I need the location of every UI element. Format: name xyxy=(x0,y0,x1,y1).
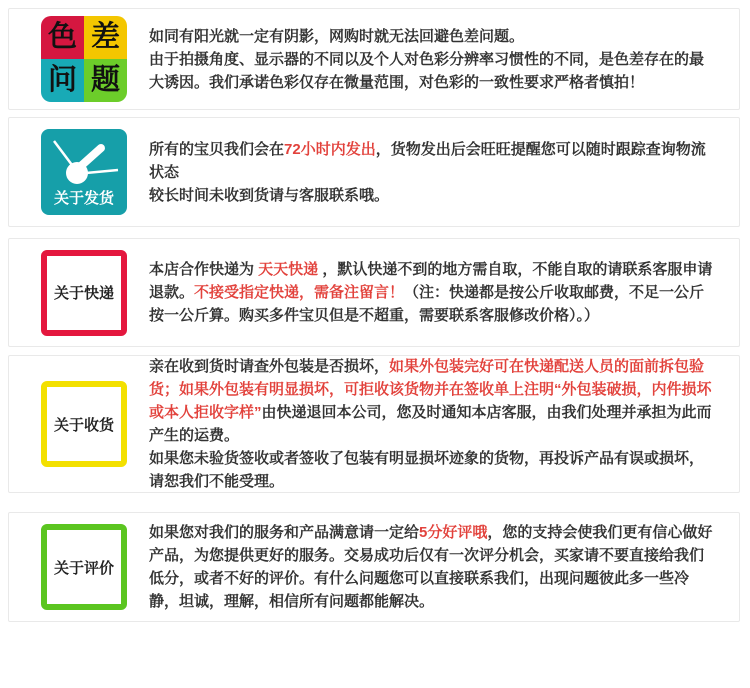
review-frame-icon xyxy=(41,524,127,610)
receiving-icon-label: 关于收货 xyxy=(53,416,114,434)
color-grid-icon xyxy=(41,16,127,102)
paragraph: 如果您未验货签收或者签收了包装有明显损坏迹象的货物，再投诉产品有误或损坏，请恕我们不能受理。 xyxy=(149,450,705,490)
receiving-icon-wrap xyxy=(41,381,127,467)
express-text xyxy=(149,258,739,327)
review-icon-wrap xyxy=(41,524,127,610)
section-express xyxy=(8,238,740,347)
paragraph: 本店合作快递为 天天快递 ，默认快递不到的地方需自取，不能自取的请联系客服申请退款。不接受指定快递，需备注留言！（注：快递都是按公斤收取邮费，不足一公斤按一公斤算。购买多件宝贝但是不超重，需要联系客服修改价格）。） xyxy=(149,261,713,324)
color-difference-text xyxy=(149,25,739,94)
paragraph: 亲在收到货时请查外包装是否损坏，如果外包装完好可在快递配送人员的面前拆包验货；如果外包装有明显损坏，可拒收该货物并在签收单上注明“外包装破损，内件损坏或本人拒收字样”由快递退回本公司，您及时通知本店客服，由我们处理并承担为此而产生的运费。 xyxy=(149,358,712,444)
shipping-icon-wrap xyxy=(41,129,127,215)
review-icon-label: 关于评价 xyxy=(53,559,114,577)
grid-cell-green: 题 xyxy=(84,59,127,102)
paragraph: 如果您对我们的服务和产品满意请一定给5分好评哦，您的支持会使我们更有信心做好产品，为您提供更好的服务。交易成功后仅有一次评分机会，买家请不要直接给我们低分，或者不好的评价。有什么问题您可以直接联系我们，出现问题彼此多一些冷静，坦诚，理解，相信所有问题都能解决。 xyxy=(149,524,713,610)
paragraph: 较长时间未收到货请与客服联系哦。 xyxy=(149,186,390,204)
express-icon-label: 关于快递 xyxy=(53,285,114,302)
receiving-text xyxy=(149,355,739,493)
express-frame-icon xyxy=(41,250,127,336)
section-color-difference xyxy=(8,8,740,110)
review-text xyxy=(149,521,739,613)
paragraph: 所有的宝贝我们会在72小时内发出，货物发出后会旺旺提醒您可以随时跟踪查询物流状态 xyxy=(149,140,706,181)
shipping-icon-label: 关于发货 xyxy=(53,190,114,207)
paragraph: 如同有阳光就一定有阴影，网购时就无法回避色差问题。 xyxy=(149,27,525,45)
section-review xyxy=(8,512,740,622)
paragraph: 由于拍摄角度、显示器的不同以及个人对色彩分辨率习惯性的不同，是色差存在的最大诱因。我们承诺色彩仅存在微量范围，对色彩的一致性要求严格者慎拍！ xyxy=(149,50,705,91)
clock-icon xyxy=(41,129,127,215)
section-receiving xyxy=(8,355,740,493)
grid-cell-red: 色 xyxy=(41,16,84,59)
receiving-frame-icon xyxy=(41,381,127,467)
color-difference-icon-wrap xyxy=(41,16,127,102)
grid-cell-cyan: 问 xyxy=(41,59,84,102)
section-shipping xyxy=(8,117,740,227)
shipping-text xyxy=(149,138,739,207)
grid-cell-yellow: 差 xyxy=(84,16,127,59)
express-icon-wrap xyxy=(41,250,127,336)
